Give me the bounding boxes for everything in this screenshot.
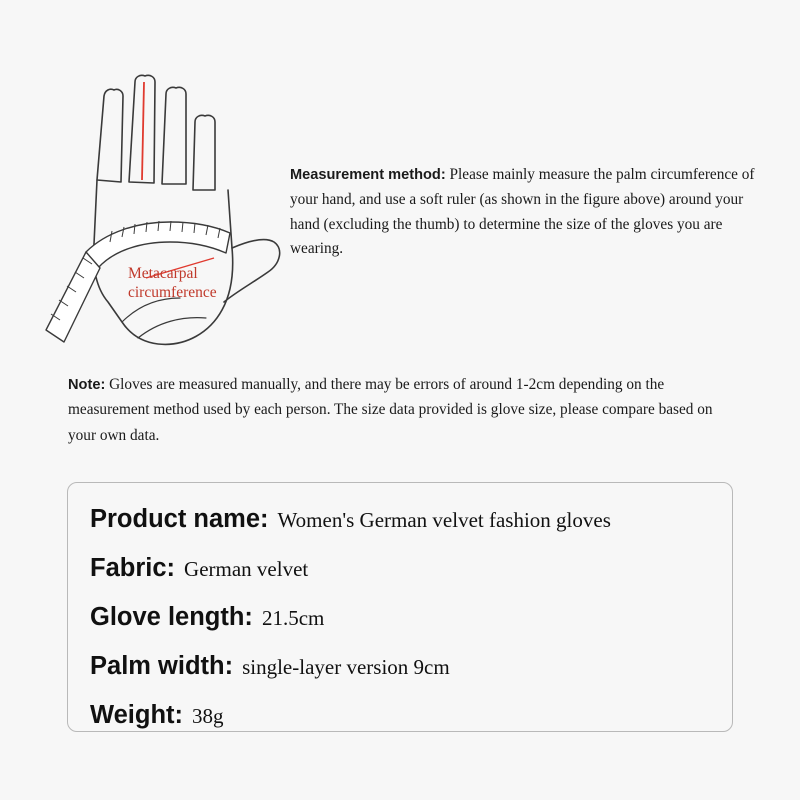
- spec-value-weight: 38g: [192, 704, 224, 728]
- spec-label-palm-width: Palm width:: [90, 652, 234, 680]
- metacarpal-circumference-label: [128, 264, 288, 303]
- spec-label-weight: Weight:: [90, 701, 184, 729]
- note-text: Gloves are measured manually, and there may be errors of around 1-2cm depending on the measurement method used by each person. The size data provided is glove size, please compare based on your own data.: [68, 376, 713, 444]
- measurement-method-text: Please mainly measure the palm circumference of your hand, and use a soft ruler (as shown in the figure above) around your hand (excluding the thumb) to determine the size of the gloves you are wearing.: [290, 166, 755, 258]
- note-label: Note: [68, 377, 101, 393]
- spec-row-weight: [90, 701, 732, 743]
- product-spec-box: [67, 482, 733, 732]
- measurement-method-colon: :: [440, 167, 446, 183]
- spec-label-fabric: Fabric:: [90, 554, 176, 582]
- spec-row-palm-width: [90, 652, 732, 694]
- finger-measure-line: [142, 82, 144, 180]
- spec-value-glove-length: 21.5cm: [261, 606, 325, 630]
- spec-value-fabric: German velvet: [184, 557, 309, 581]
- top-section: [0, 0, 800, 360]
- note-block: [68, 372, 733, 448]
- metacarpal-label-line1: Metacarpal: [128, 265, 198, 282]
- spec-label-glove-length: Glove length:: [90, 603, 253, 631]
- spec-value-palm-width: single-layer version 9cm: [242, 655, 450, 679]
- measurement-method-block: [290, 163, 775, 262]
- note-colon: :: [100, 377, 106, 393]
- measurement-method-label: Measurement method: [290, 167, 441, 183]
- spec-row-product-name: [90, 505, 732, 547]
- spec-value-product-name: Women's German velvet fashion gloves: [277, 508, 611, 532]
- metacarpal-label-line2: circumference: [128, 284, 217, 302]
- spec-row-glove-length: [90, 603, 732, 645]
- hand-measurement-illustration: [18, 30, 288, 350]
- spec-row-fabric: [90, 554, 732, 596]
- spec-label-product-name: Product name:: [90, 505, 269, 533]
